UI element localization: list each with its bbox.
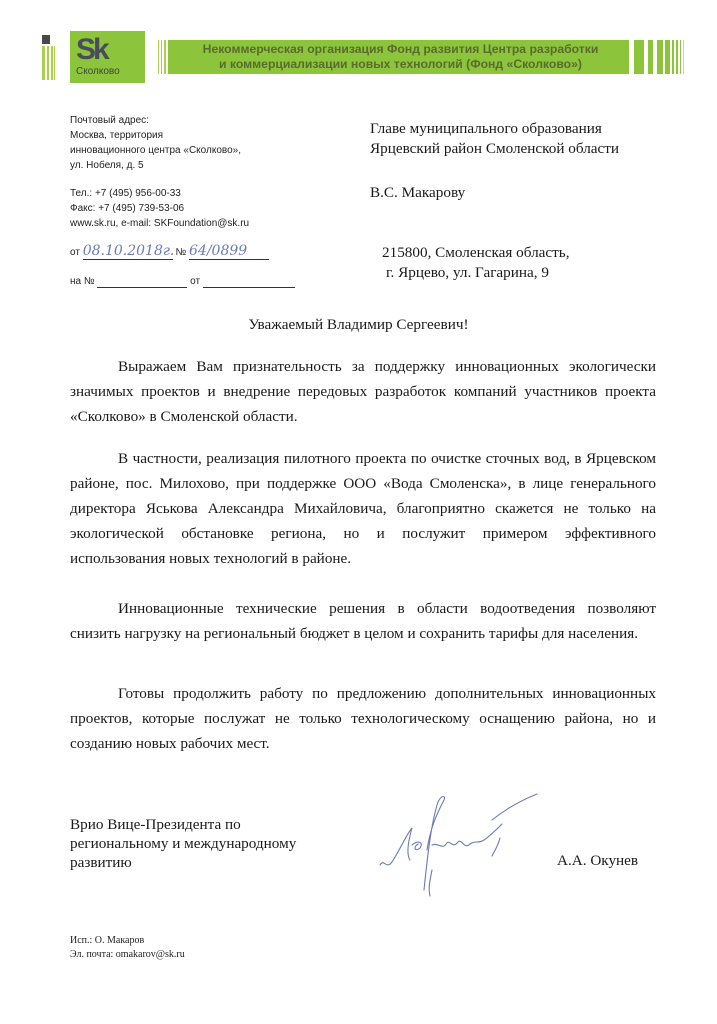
header-left-stripes xyxy=(42,46,56,80)
recipient-name: В.С. Макарову xyxy=(370,184,466,201)
paragraph-4 xyxy=(70,681,656,756)
paragraph-1 xyxy=(70,354,656,429)
recipient-block xyxy=(370,119,619,203)
sender-info xyxy=(70,113,249,231)
reply-from-label: от xyxy=(190,276,201,287)
postal-label: Почтовый адрес: xyxy=(70,115,149,126)
executor-info xyxy=(70,934,185,962)
organization-band xyxy=(172,40,629,74)
title-line: Врио Вице-Президента по xyxy=(70,816,241,833)
band-left-stripes xyxy=(158,40,172,74)
handwritten-signature-icon xyxy=(372,790,542,900)
organization-name-line1: Некоммерческая организация Фонд развития Центра разработки xyxy=(202,42,599,56)
phone: Тел.: +7 (495) 956-00-33 xyxy=(70,188,181,199)
skolkovo-logo xyxy=(70,31,145,83)
reply-label: на № xyxy=(70,276,95,287)
greeting: Уважаемый Владимир Сергеевич! xyxy=(248,316,469,333)
signer-name: А.А. Окунев xyxy=(557,852,639,869)
recipient-line2: Ярцевский район Смоленской области xyxy=(370,140,620,157)
reply-registration xyxy=(70,276,295,288)
address-line1: 215800, Смоленская область, xyxy=(382,244,570,261)
recipient-line1: Главе муниципального образования xyxy=(370,120,602,137)
from-label: от xyxy=(70,247,80,258)
paragraph-text: Выражаем Вам признательность за поддержку инновационных экологически значимых проектов и внедрение передовых разработок компаний участников проекта «Сколково» в Смоленской области. xyxy=(70,358,656,425)
organization-name-line2: и коммерциализации новых технологий (Фонд «Сколково») xyxy=(219,57,582,71)
web-email: www.sk.ru, e-mail: SKFoundation@sk.ru xyxy=(70,218,250,229)
title-line: развитию xyxy=(70,854,132,871)
address-line: Москва, территория xyxy=(70,130,164,141)
band-right-stripes xyxy=(634,40,684,74)
paragraph-text: В частности, реализация пилотного проекта по очистке сточных вод, в Ярцевском районе, пос. Милохово, при поддержке ООО «Вода Смоленска», в лице генерального директора Яськова Александра Михайловича, благоприятно скажется не только на экологической обстановке региона, но и послужит примером эффективного использования новых технологий в районе. xyxy=(70,450,656,567)
logo-name: Сколково xyxy=(76,66,120,77)
title-line: региональному и международному xyxy=(70,835,297,852)
recipient-address xyxy=(382,243,570,283)
signer-title xyxy=(70,815,296,872)
executor-email: Эл. почта: omakarov@sk.ru xyxy=(70,949,185,960)
paragraph-3 xyxy=(70,596,656,646)
address-line: инновационного центра «Сколково», xyxy=(70,145,241,156)
paragraph-2 xyxy=(70,446,656,571)
address-line: ул. Нобеля, д. 5 xyxy=(70,160,144,171)
fax: Факс: +7 (495) 739-53-06 xyxy=(70,203,185,214)
handwritten-number: 64/0899 xyxy=(189,243,248,259)
outgoing-registration xyxy=(70,243,269,260)
paragraph-text: Готовы продолжить работу по предложению дополнительных инновационных проектов, которые послужат не только технологическому оснащению района, но и созданию новых рабочих мест. xyxy=(70,685,656,752)
handwritten-date: 08.10.2018г. xyxy=(82,243,175,259)
paragraph-text: Инновационные технические решения в области водоотведения позволяют снизить нагрузку на региональный бюджет в целом и сохранить тарифы для населения. xyxy=(70,600,656,642)
header-square-mark xyxy=(42,35,50,44)
executor-name: Исп.: О. Макаров xyxy=(70,935,145,946)
logo-mark: Sk xyxy=(76,33,107,66)
number-label: № xyxy=(175,247,187,258)
address-line2: г. Ярцево, ул. Гагарина, 9 xyxy=(386,264,549,281)
